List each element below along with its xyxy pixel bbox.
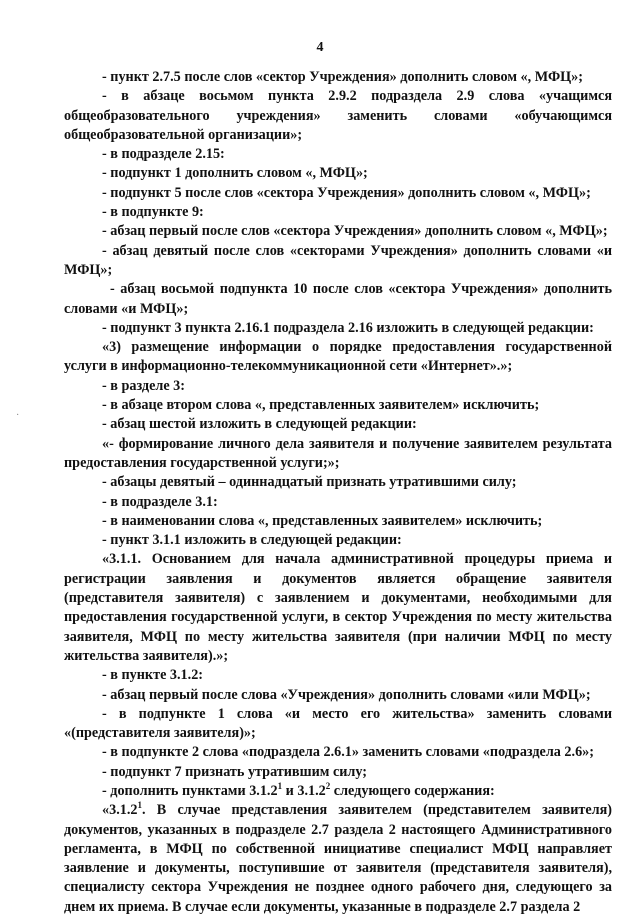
- paragraph: - в абзаце втором слова «, представленных заявителем» исключить;: [102, 397, 540, 414]
- paragraph: - пункт 3.1.1 изложить в следующей редакции:: [102, 532, 402, 549]
- paragraph: «- формирование личного дела заявителя и получение заявителем результата предоставления государственной услуги;»;: [64, 435, 612, 471]
- superscript: 1: [277, 780, 283, 791]
- paragraph: - в подразделе 2.15:: [102, 146, 225, 163]
- paragraph: - пункт 2.7.5 после слов «сектор Учреждения» дополнить словом «, МФЦ»;: [102, 69, 583, 85]
- paragraph: [64, 782, 612, 801]
- superscript: 2: [325, 780, 331, 791]
- margin-mark: ·: [16, 410, 20, 421]
- paragraph: «3) размещение информации о порядке предоставления государственной услуги в информационно-телекоммуникационной сети «Интернет».»;: [64, 339, 612, 375]
- paragraph: «3.1.1. Основанием для начала административной процедуры приема и регистрации заявления и документов является обращение заявителя (представителя заявителя) с заявлением и документами, необходимыми для предоставления государственной услуги, в сектор Учреждения по месту жительства заявителя, МФЦ по месту жительства заявителя (при наличии МФЦ по месту жительства заявителя).»;: [64, 551, 612, 664]
- paragraph-text: . В случае представления заявителем (представителем заявителя) документов, указанных в подразделе 2.7 раздела 2 настоящего Административного регламента, в МФЦ по собственной инициативе специалист МФЦ направляет заявление и документы, поступившие от заявителя (представителя заявителя), специалисту сектора Учреждения не позднее одного рабочего дня, следующего за днем их приема. В случае если документы, указанные в подразделе 2.7 раздела 2: [64, 802, 612, 915]
- paragraph: - абзац восьмой подпункта 10 после слов «сектора Учреждения» дополнить словами «и МФЦ»;: [64, 281, 612, 317]
- paragraph: - подпункт 7 признать утратившим силу;: [102, 763, 368, 780]
- paragraph: - подпункт 1 дополнить словом «, МФЦ»;: [102, 165, 368, 182]
- paragraph: - в пункте 3.1.2:: [102, 667, 204, 684]
- paragraph: - в подпункте 2 слова «подраздела 2.6.1» заменить словами «подраздела 2.6»;: [102, 744, 594, 761]
- paragraph: - в подпункте 9:: [102, 204, 204, 221]
- paragraph: - в разделе 3:: [102, 377, 186, 394]
- paragraph-text: следующего содержания:: [330, 782, 495, 799]
- paragraph: - в наименовании слова «, представленных заявителем» исключить;: [102, 512, 543, 529]
- paragraph: - в подразделе 3.1:: [102, 493, 218, 510]
- paragraph: - абзацы девятый – одиннадцатый признать утратившими силу;: [102, 474, 517, 491]
- paragraph: - подпункт 5 после слов «сектора Учреждения» дополнить словом «, МФЦ»;: [102, 184, 591, 201]
- paragraph-text: «3.1.2: [102, 802, 138, 819]
- paragraph-text: и 3.1.2: [282, 782, 326, 799]
- paragraph: [64, 801, 612, 917]
- paragraph: - абзац девятый после слов «секторами Учреждения» дополнить словами «и МФЦ»;: [64, 242, 612, 278]
- paragraph: - в абзаце восьмом пункта 2.9.2 подраздела 2.9 слова «учащимся общеобразовательного учреждения» заменить словами «обучающимся общеобразовательной организации»;: [64, 88, 612, 143]
- paragraph: - абзац первый после слова «Учреждения» дополнить словами «или МФЦ»;: [102, 686, 591, 703]
- paragraph: - подпункт 3 пункта 2.16.1 подраздела 2.16 изложить в следующей редакции:: [102, 319, 594, 336]
- paragraph: - абзац шестой изложить в следующей редакции:: [102, 416, 417, 433]
- paragraph-text: - дополнить пунктами 3.1.2: [102, 782, 278, 799]
- superscript: 1: [137, 800, 142, 811]
- page-number: 4: [316, 40, 324, 55]
- document-body: [64, 68, 612, 917]
- paragraph: - в подпункте 1 слова «и место его жительства» заменить словами «(представителя заявителя)»;: [64, 705, 612, 742]
- paragraph: - абзац первый после слов «сектора Учреждения» дополнить словом «, МФЦ»;: [102, 223, 608, 240]
